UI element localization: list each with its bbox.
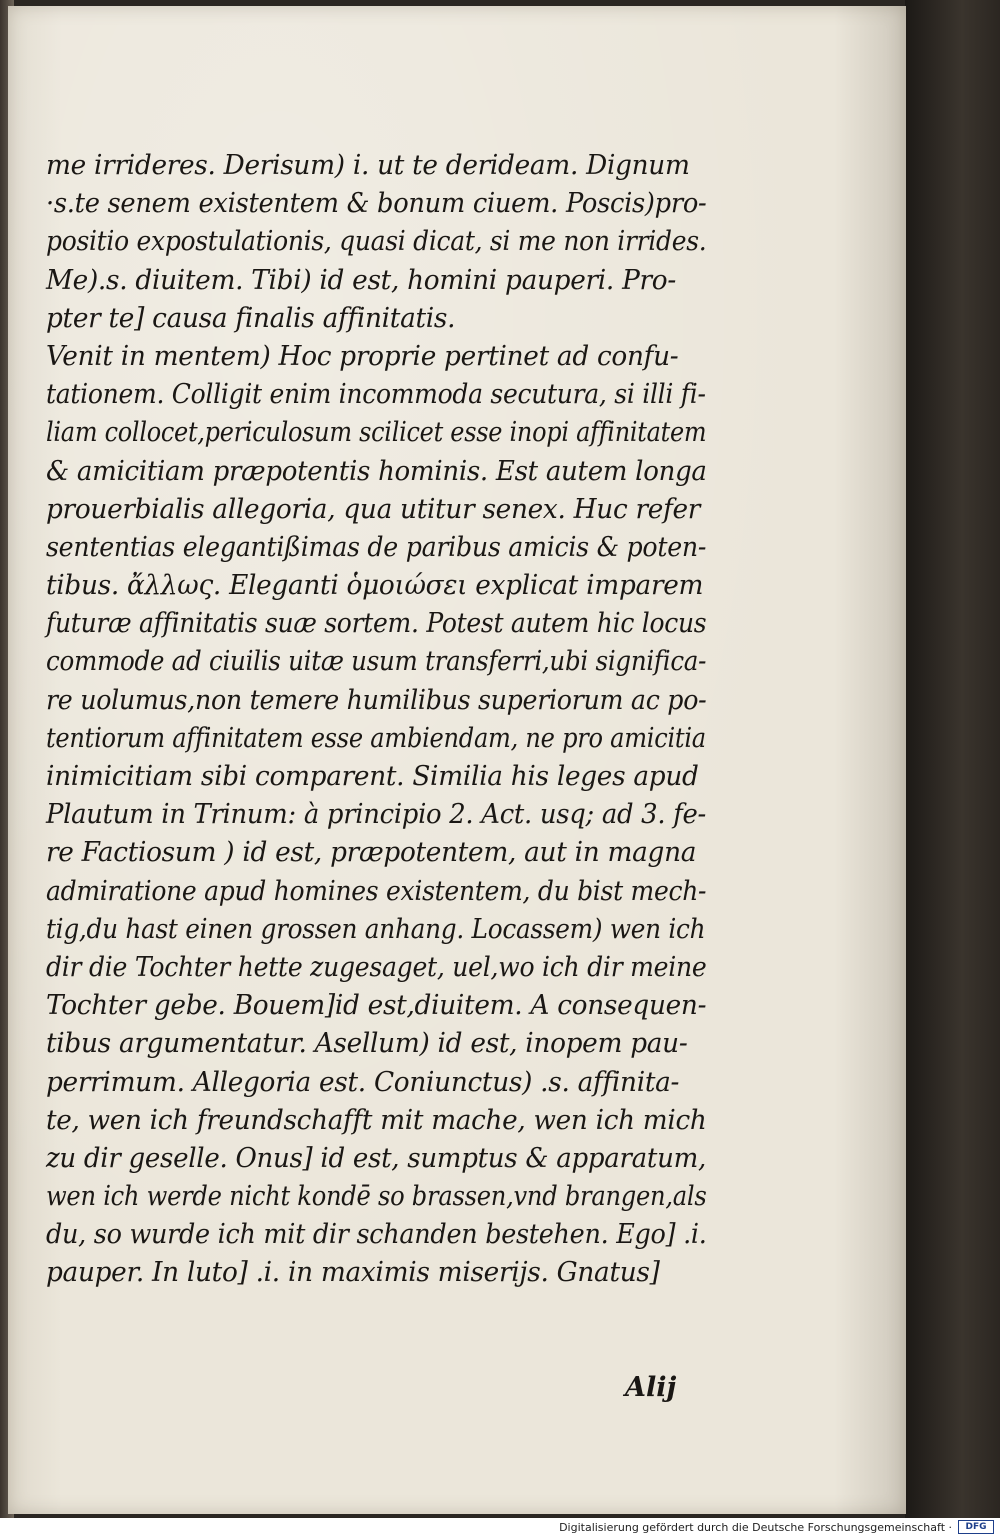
text-line: prouerbialis allegoria, qua utitur senex. Huc refer	[46, 492, 701, 525]
text-line: zu dir geselle. Onus] id est, sumptus & apparatum,	[46, 1141, 706, 1174]
page-text	[46, 146, 736, 1292]
text-line: admiratione apud homines existentem, du bist mech-	[46, 874, 707, 907]
dfg-logo-label: DFG	[965, 1522, 987, 1532]
text-line: Tochter gebe. Bouem]id est,diuitem. A consequen-	[46, 989, 707, 1022]
text-line: me irrideres. Derisum) i. ut te derideam. Dignum	[46, 149, 690, 181]
text-line: re uolumus,non temere humilibus superiorum ac po-	[46, 683, 707, 716]
text-line: tentiorum affinitatem esse ambiendam, ne pro amicitia	[46, 721, 706, 754]
text-line: ·s.te senem existentem & bonum ciuem. Poscis)pro-	[46, 187, 707, 220]
text-line: pauper. In luto] .i. in maximis miserijs. Gnatus]	[46, 1256, 660, 1289]
text-line: te, wen ich freundschafft mit mache, wen ich mich	[46, 1103, 707, 1136]
text-line: Venit in mentem) Hoc proprie pertinet ad confu-	[46, 339, 679, 372]
catchword: Alij	[625, 1372, 677, 1403]
text-line: inimicitiam sibi comparent. Similia his leges apud	[46, 760, 699, 792]
text-line: & amicitiam præpotentis hominis. Est autem longa	[46, 454, 707, 487]
text-line: positio expostulationis, quasi dicat, si me non irrides.	[46, 225, 707, 258]
text-line: liam collocet,periculosum scilicet esse inopi affinitatem	[46, 416, 707, 449]
text-line: re Factiosum ) id est, præpotentem, aut in magna	[46, 836, 697, 869]
dfg-logo-icon	[958, 1520, 994, 1534]
footer-credit: Digitalisierung gefördert durch die Deutsche Forschungsgemeinschaft ·	[559, 1521, 952, 1534]
text-line: tig,du hast einen grossen anhang. Locassem) wen ich	[46, 912, 706, 945]
book-spine-shadow	[905, 0, 1000, 1518]
text-line: perrimum. Allegoria est. Coniunctus) .s. affinita-	[46, 1065, 680, 1098]
text-line: futuræ affinitatis suæ sortem. Potest autem hic locus	[46, 607, 707, 640]
text-line: tibus argumentatur. Asellum) id est, inopem pau-	[46, 1027, 688, 1060]
text-line: pter te] causa finalis affinitatis.	[46, 301, 456, 334]
text-line: Me).s. diuitem. Tibi) id est, homini pauperi. Pro-	[46, 263, 676, 296]
text-line: du, so wurde ich mit dir schanden bestehen. Ego] .i.	[46, 1218, 707, 1251]
text-line: Plautum in Trinum: à principio 2. Act. usq; ad 3. fe-	[46, 798, 706, 831]
text-line: wen ich werde nicht kondē so brassen,vnd brangen,als	[46, 1180, 707, 1213]
text-line: tationem. Colligit enim incommoda secutura, si illi fi-	[46, 378, 706, 411]
text-line: tibus. ἄλλως. Eleganti ὁμοιώσει explicat imparem	[46, 569, 704, 602]
text-line: commode ad ciuilis uitæ usum transferri,ubi significa-	[46, 645, 707, 678]
text-line: dir die Tochter hette zugesaget, uel,wo ich dir meine	[46, 950, 707, 983]
text-line: sententias elegantißimas de paribus amicis & poten-	[46, 530, 707, 563]
